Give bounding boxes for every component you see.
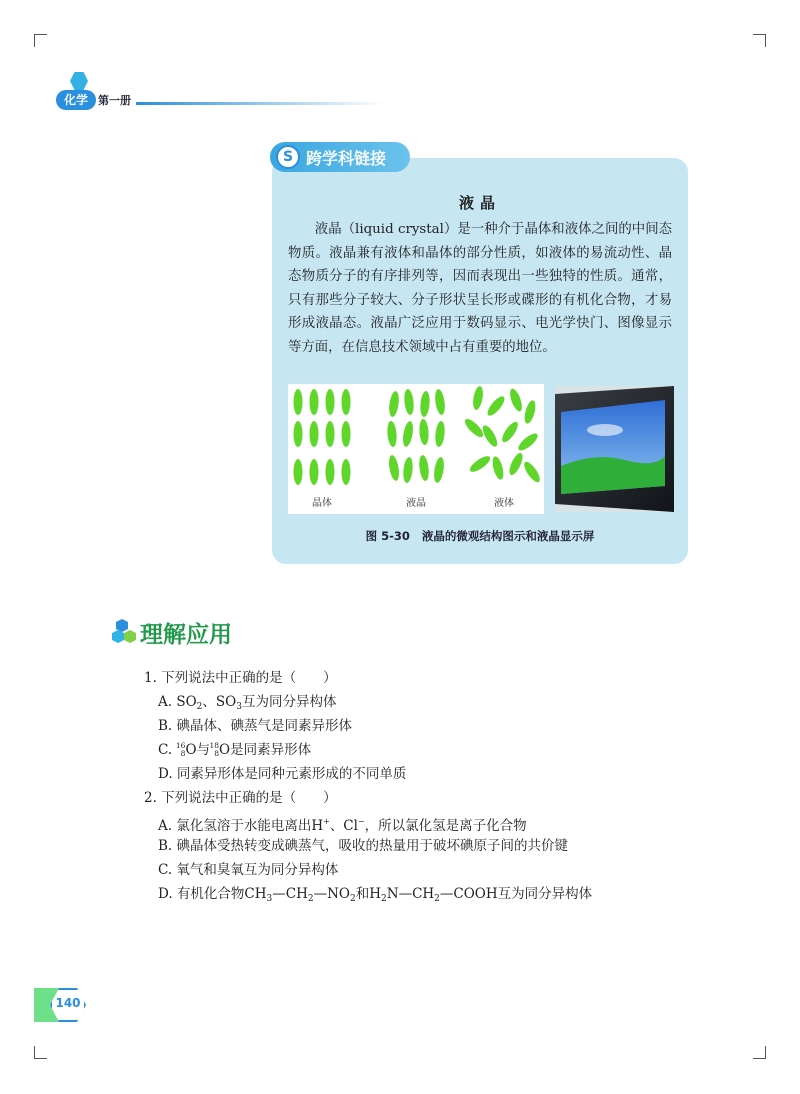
section-icon <box>112 618 140 644</box>
crop-mark-bottom-left <box>34 1046 47 1059</box>
liquid-crystal-structure-diagram <box>288 384 544 514</box>
molecule <box>433 456 446 483</box>
cross-discipline-tag <box>270 142 410 172</box>
subject-badge: 化学 <box>56 90 96 110</box>
molecule <box>462 416 485 439</box>
liquid-crystal-molecules <box>386 389 446 484</box>
molecule <box>401 420 414 447</box>
crop-mark-top-left <box>34 34 47 47</box>
link-icon: S <box>276 145 300 169</box>
molecule <box>434 421 446 448</box>
lcd-screen-photo <box>555 386 674 512</box>
crystal-molecules <box>294 389 351 485</box>
molecule <box>342 459 351 485</box>
molecule <box>342 389 351 415</box>
crop-mark-bottom-right <box>753 1046 766 1059</box>
page-header <box>56 72 376 112</box>
tag-label: 跨学科链接 <box>306 149 387 168</box>
question-2-stem: 2. 下列说法中正确的是（ ） <box>144 790 337 806</box>
molecule-figure <box>288 384 544 514</box>
molecule <box>523 399 538 425</box>
header-rule <box>136 102 386 105</box>
question-2-option-a: A. 氯化氢溶于水能电离出H+、Cl−，所以氯化氢是离子化合物 <box>158 817 527 834</box>
molecule <box>310 421 319 447</box>
molecule <box>434 389 447 416</box>
molecule <box>326 459 335 485</box>
liquid-molecules <box>462 385 542 484</box>
molecule <box>521 460 542 485</box>
question-2-option-b: B. 碘晶体受热转变成碘蒸气，吸收的热量用于破坏碘原子间的共价键 <box>158 838 569 854</box>
molecule <box>310 389 319 415</box>
molecule <box>419 419 430 446</box>
question-1-option-d: D. 同素异形体是同种元素形成的不同单质 <box>158 766 407 782</box>
molecule <box>402 457 414 484</box>
label-liquid: 液体 <box>494 498 514 509</box>
question-1-option-c: C. 16 8 O与 18 8 O是同素异形体 <box>158 741 312 758</box>
molecule <box>499 420 520 445</box>
molecule <box>294 389 303 415</box>
label-crystal: 晶体 <box>312 498 332 509</box>
molecule <box>471 385 484 410</box>
molecule <box>342 421 351 447</box>
question-2-option-d: D. 有机化合物$CH_3—CH_2—NO_2$和$H_2N—CH_2—COOH$互为同分异构体 <box>158 886 593 904</box>
question-2-option-c: C. 氧气和臭氧互为同分异构体 <box>158 862 339 878</box>
lcd-monitor-image <box>555 386 674 512</box>
molecule <box>418 455 430 482</box>
molecule <box>508 387 525 413</box>
molecule <box>388 391 401 418</box>
molecule <box>326 421 335 447</box>
molecule <box>387 454 400 481</box>
section-title: 理解应用 <box>140 622 232 648</box>
book-volume: 第一册 <box>98 94 131 107</box>
molecule <box>403 389 415 416</box>
question-1-stem: 1. 下列说法中正确的是（ ） <box>144 670 337 686</box>
molecule <box>294 459 303 485</box>
page-number: 140 <box>55 996 81 1010</box>
label-liquid-crystal: 液晶 <box>406 498 426 509</box>
question-1-option-b: B. 碘晶体、碘蒸气是同素异形体 <box>158 718 353 734</box>
box-paragraph: 液晶（liquid crystal）是一种介于晶体和液体之间的中间态物质。液晶兼有液体和晶体的部分性质，如液体的易流动性、晶态物质分子的有序排列等，因而表现出一些独特的性质。通常，只有那些分子较大、分子形状呈长形或碟形的有机化合物，才易形成液晶态。液晶广泛应用于数码显示、电光学快门、图像显示等方面，在信息技术领域中占有重要的地位。 <box>288 222 672 355</box>
hexagon-icon <box>70 72 88 90</box>
question-1-option-a: A. $SO_2$、$SO_3$互为同分异构体 <box>158 694 337 712</box>
crop-mark-top-right <box>753 34 766 47</box>
molecule <box>468 453 493 474</box>
molecule <box>294 421 303 447</box>
figure-caption <box>272 528 688 544</box>
molecule <box>491 455 506 481</box>
molecule <box>485 394 507 418</box>
box-title: 液晶 <box>458 194 501 212</box>
molecule <box>310 459 319 485</box>
figure-title: 液晶的微观结构图示和液晶显示屏 <box>421 529 595 543</box>
figure-number: 图 5-30 <box>365 529 410 543</box>
molecule <box>516 431 540 453</box>
molecule <box>326 389 335 415</box>
molecule <box>386 421 397 448</box>
molecule <box>507 451 525 477</box>
molecule <box>480 423 500 448</box>
molecule <box>419 391 430 418</box>
